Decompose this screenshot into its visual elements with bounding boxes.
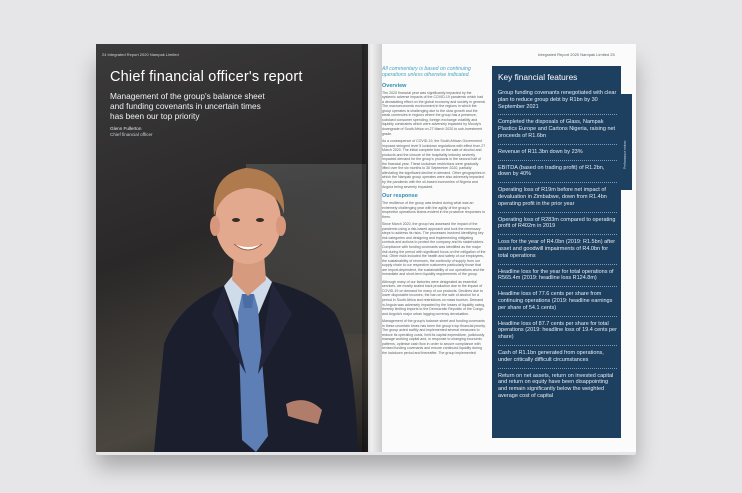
key-feature-item: EBITDA (based on trading profit) of R1.2bn, down by 40% bbox=[498, 160, 617, 183]
key-feature-item: Operating loss of R283m compared to operating profit of R402m in 2019 bbox=[498, 212, 617, 235]
body-text-column bbox=[382, 66, 486, 359]
response-paragraph: Although many of our factories were designated as essential services, we mostly scaled back production due to the impact of COVID-19 on demand for many of our products. Declines due to lower disposable incomes, the ban on the sale of alcohol for a period in South Africa and restrictions on mass tourism. Demand in Angola was adversely impacted by the losses of liquidity owing, thereby limiting imports to the Democratic Republic of the Congo and Angola's major urban lagging currency devaluation. bbox=[382, 279, 486, 316]
key-features-heading: Key financial features bbox=[498, 72, 578, 82]
overview-paragraph: As a consequence of COVID-19, the South African Government imposed stringent level 5 lockdown regulations with effect from 27 March 2020. The initial complete ban on the sale of alcohol and products and the closure of the hospitality industry severely impacted demand for the group's products in the second half of the financial year. These lockdown restrictions were gradually lifted over the six months to 30 September 2020, partially alleviating the significant decline in demand. Other geographies in which the Nampak group operates were also adversely impacted by the pandemic with the oil-based economies of Nigeria and Angola being severely impacted. bbox=[382, 139, 486, 189]
key-feature-item: Operating loss of R19m before net impact of devaluation in Zimbabwe, down from R1.4bn operating profit in the prior year bbox=[498, 182, 617, 211]
page-header-left: 24 Integrated Report 2020 Nampak Limited bbox=[102, 52, 179, 57]
page-header-right: Integrated Report 2020 Nampak Limited 25 bbox=[538, 52, 615, 57]
page-title: Chief financial officer's report bbox=[110, 69, 303, 85]
response-paragraph: Since March 2020, the group has assessed the impact of the pandemic using a risk-based approach and took the necessary steps to address its risks. The processes involved identifying key risk categories and designing and implementing mitigating controls and actions to protect the company and its stakeholders. Compliance with funding covenants was identified as the major risk during the period with significant focus on the mitigation of the risk. Other risks included the health and safety of our employees, the sustainability of revenues, the continuity of supply from our supply chain to our respective customers particularly those that are import-dependent, the sustainability of our operations and the immediate and short-term liquidity requirements of the group. bbox=[382, 222, 486, 277]
cfo-name: Glenn Fullerton bbox=[110, 126, 142, 131]
key-features-list bbox=[498, 88, 617, 404]
key-feature-item: Headline loss for the year for total operations of R565.4m (2019: headline loss R124.8m) bbox=[498, 264, 617, 287]
intro-note: All commentary is based on continuing operations unless otherwise indicated. bbox=[382, 66, 471, 79]
key-feature-item: Headline loss of 77.6 cents per share from continuing operations (2019: headline earnings per share of 54.1 cents) bbox=[498, 286, 617, 315]
left-page bbox=[96, 44, 368, 452]
key-feature-item: Completed the disposals of Glass, Nampak Plastics Europe and Cartons Nigeria, raising net proceeds of R1.6bn bbox=[498, 114, 617, 143]
key-feature-item: Revenue of R11.3bn down by 23% bbox=[498, 144, 617, 160]
key-features-panel bbox=[492, 66, 621, 438]
response-paragraph: Management of the group's balance sheet and funding covenants in these uncertain times has been the group's top financial priority. The group acted swiftly and implemented several measures to reduce its operating costs, limit its capital expenditure, judiciously manage working capital and, in response to changing economic patterns, optimise cash flow in order to secure compliance with revised funding covenants and ensure continued liquidity during the lockdown period and thereafter. The group implemented bbox=[382, 319, 486, 356]
response-paragraph: The resilience of the group was tested during what was an extremely challenging year with the agility of the group's respective operations teams evident in the proactive responses to them. bbox=[382, 201, 486, 219]
page-subtitle: Management of the group's balance sheet and funding covenants in uncertain times has been our top priority bbox=[110, 91, 265, 121]
overview-heading: Overview bbox=[382, 82, 407, 89]
key-feature-item: Group funding covenants renegotiated with clear plan to reduce group debt by R1bn by 30 September 2021 bbox=[498, 90, 617, 110]
section-tab-label: Performance review bbox=[623, 140, 627, 169]
overview-paragraph: The 2020 financial year was significantly impacted by the systemic adverse impacts of the COVID-19 pandemic which had a devastating effect on the global economy and society in general. The macroeconomic environment in the regions in which the group operates is challenging due to the slow growth and the weak currencies in regions where the group has a presence, subdued consumer spending, foreign exchange volatility and liquidity constraints which were adversely impacted by Moody's downgrade of South Africa on 27 March 2020 to sub-investment grade. bbox=[382, 90, 486, 136]
key-feature-item: Cash of R1.1bn generated from operations, under critically difficult circumstances bbox=[498, 345, 617, 368]
response-heading: Our response bbox=[382, 193, 418, 200]
right-page bbox=[368, 44, 636, 452]
report-spread bbox=[96, 44, 636, 452]
key-feature-item: Headline loss of 87.7 cents per share for total operations (2019: headline loss of 19.4 cents per share) bbox=[498, 316, 617, 345]
key-feature-item: Return on net assets, return on invested capital and return on equity have been disappointing and remain significantly below the weighted average cost of capital bbox=[498, 368, 617, 404]
cfo-role: Chief financial officer bbox=[110, 132, 153, 137]
key-feature-item: Loss for the year of R4.0bn (2019: R1.5bn) after asset and goodwill impairments of R4.0bn for total operations bbox=[498, 234, 617, 263]
